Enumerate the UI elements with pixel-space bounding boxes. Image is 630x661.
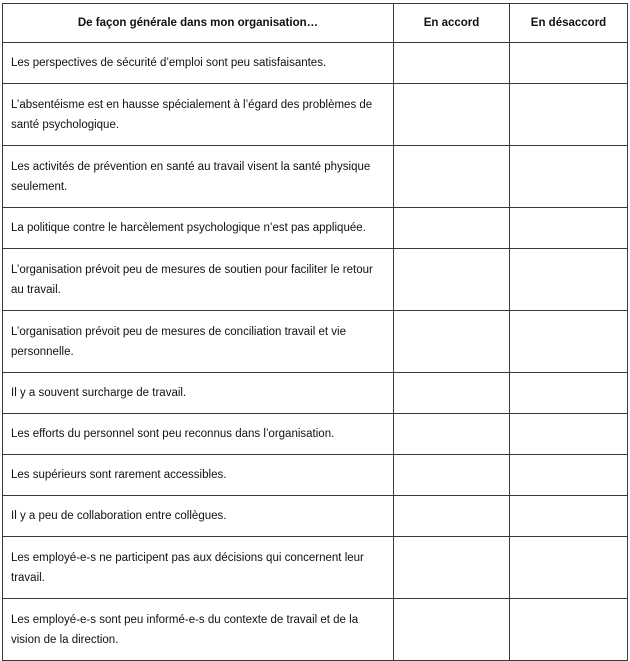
table-row <box>3 599 628 661</box>
table-row <box>3 208 628 249</box>
disagree-cell[interactable] <box>510 43 628 84</box>
disagree-cell[interactable] <box>510 311 628 373</box>
agree-cell[interactable] <box>394 414 510 455</box>
statement-cell: Il y a souvent surcharge de travail. <box>3 373 394 414</box>
disagree-cell[interactable] <box>510 373 628 414</box>
agree-cell[interactable] <box>394 311 510 373</box>
table-row <box>3 311 628 373</box>
statement-cell: L’organisation prévoit peu de mesures de conciliation travail et vie personnelle. <box>3 311 394 373</box>
disagree-cell[interactable] <box>510 414 628 455</box>
survey-table <box>2 3 628 661</box>
agree-cell[interactable] <box>394 455 510 496</box>
table-row <box>3 414 628 455</box>
statement-cell: La politique contre le harcèlement psychologique n’est pas appliquée. <box>3 208 394 249</box>
agree-cell[interactable] <box>394 373 510 414</box>
table-row <box>3 373 628 414</box>
agree-cell[interactable] <box>394 496 510 537</box>
table-row <box>3 146 628 208</box>
disagree-cell[interactable] <box>510 84 628 146</box>
agree-cell[interactable] <box>394 599 510 661</box>
table-row <box>3 43 628 84</box>
disagree-cell[interactable] <box>510 455 628 496</box>
statement-cell: Les employé-e-s ne participent pas aux décisions qui concernent leur travail. <box>3 537 394 599</box>
agree-cell[interactable] <box>394 43 510 84</box>
statement-cell: Les perspectives de sécurité d’emploi sont peu satisfaisantes. <box>3 43 394 84</box>
header-disagree: En désaccord <box>510 4 628 43</box>
table-row <box>3 84 628 146</box>
agree-cell[interactable] <box>394 84 510 146</box>
statement-cell: L’absentéisme est en hausse spécialement à l’égard des problèmes de santé psychologique. <box>3 84 394 146</box>
disagree-cell[interactable] <box>510 537 628 599</box>
disagree-cell[interactable] <box>510 208 628 249</box>
disagree-cell[interactable] <box>510 599 628 661</box>
statement-cell: L’organisation prévoit peu de mesures de soutien pour faciliter le retour au travail. <box>3 249 394 311</box>
statement-cell: Il y a peu de collaboration entre collègues. <box>3 496 394 537</box>
table-row <box>3 455 628 496</box>
agree-cell[interactable] <box>394 208 510 249</box>
agree-cell[interactable] <box>394 146 510 208</box>
disagree-cell[interactable] <box>510 249 628 311</box>
agree-cell[interactable] <box>394 249 510 311</box>
disagree-cell[interactable] <box>510 146 628 208</box>
table-row <box>3 249 628 311</box>
statement-cell: Les activités de prévention en santé au travail visent la santé physique seulement. <box>3 146 394 208</box>
statement-cell: Les supérieurs sont rarement accessibles. <box>3 455 394 496</box>
table-row <box>3 496 628 537</box>
agree-cell[interactable] <box>394 537 510 599</box>
table-row <box>3 537 628 599</box>
header-statement: De façon générale dans mon organisation… <box>3 4 394 43</box>
disagree-cell[interactable] <box>510 496 628 537</box>
header-row <box>3 4 628 43</box>
statement-cell: Les efforts du personnel sont peu reconnus dans l’organisation. <box>3 414 394 455</box>
header-agree: En accord <box>394 4 510 43</box>
statement-cell: Les employé-e-s sont peu informé-e-s du contexte de travail et de la vision de la direction. <box>3 599 394 661</box>
